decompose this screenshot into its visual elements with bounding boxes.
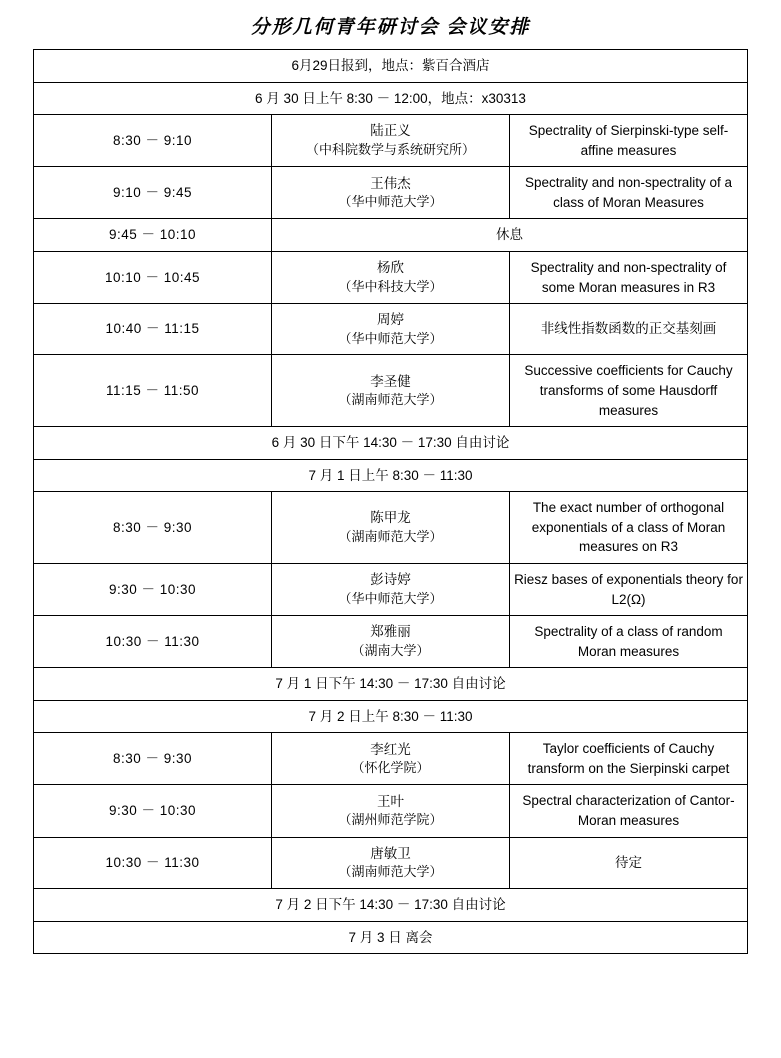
- session-topic: Spectrality and non-spectrality of a class of Moran Measures: [510, 167, 748, 219]
- speaker-affiliation: （怀化学院）: [351, 760, 430, 776]
- session-time: 10:30 － 11:30: [34, 616, 272, 668]
- speaker-name: 陈甲龙: [370, 510, 411, 526]
- session-topic: Spectrality and non-spectrality of some Moran measures in R3: [510, 251, 748, 303]
- speaker-name: 王伟杰: [370, 175, 411, 191]
- table-row: [34, 733, 748, 785]
- session-speaker: [272, 785, 510, 837]
- table-row: [34, 837, 748, 888]
- session-time: 9:30 － 10:30: [34, 563, 272, 615]
- schedule-heading-cell: 7 月 2 日下午 14:30 － 17:30 自由讨论: [34, 889, 748, 922]
- speaker-affiliation: （华中科技大学）: [338, 278, 443, 294]
- schedule-heading-cell: 6 月 30 日上午 8:30 － 12:00，地点：x30313: [34, 82, 748, 115]
- conference-schedule-table: [33, 49, 748, 954]
- table-row: [34, 304, 748, 355]
- break-label: 休息: [272, 219, 748, 252]
- speaker-affiliation: （湖南师范大学）: [338, 864, 443, 880]
- session-speaker: [272, 251, 510, 303]
- table-row: [34, 219, 748, 252]
- table-row: [34, 668, 748, 701]
- schedule-heading-cell: 7 月 3 日 离会: [34, 921, 748, 954]
- session-speaker: [272, 733, 510, 785]
- table-row: [34, 355, 748, 427]
- schedule-heading-cell: 6 月 30 日下午 14:30 － 17:30 自由讨论: [34, 427, 748, 460]
- speaker-affiliation: （中科院数学与系统研究所）: [305, 142, 475, 158]
- speaker-name: 郑雅丽: [370, 624, 411, 640]
- session-time: 9:45 － 10:10: [34, 219, 272, 252]
- table-row: [34, 616, 748, 668]
- speaker-name: 杨欣: [377, 260, 404, 276]
- session-time: 8:30 － 9:30: [34, 733, 272, 785]
- speaker-affiliation: （湖州师范学院）: [338, 812, 443, 828]
- session-topic: 非线性指数函数的正交基刻画: [510, 304, 748, 355]
- session-topic: Riesz bases of exponentials theory for L2(Ω): [510, 563, 748, 615]
- session-time: 10:40 － 11:15: [34, 304, 272, 355]
- speaker-name: 李圣健: [370, 373, 411, 389]
- session-topic: Successive coefficients for Cauchy transforms of some Hausdorff measures: [510, 355, 748, 427]
- session-time: 10:10 － 10:45: [34, 251, 272, 303]
- table-row: [34, 563, 748, 615]
- speaker-name: 彭诗婷: [370, 572, 411, 588]
- speaker-affiliation: （华中师范大学）: [338, 330, 443, 346]
- table-row: [34, 115, 748, 167]
- speaker-name: 周婷: [377, 312, 404, 328]
- speaker-name: 唐敏卫: [370, 845, 411, 861]
- table-row: [34, 889, 748, 922]
- session-time: 9:10 － 9:45: [34, 167, 272, 219]
- speaker-name: 王叶: [377, 793, 404, 809]
- table-row: [34, 785, 748, 837]
- session-speaker: [272, 616, 510, 668]
- speaker-affiliation: （湖南师范大学）: [338, 528, 443, 544]
- session-time: 8:30 － 9:30: [34, 492, 272, 564]
- table-row: [34, 921, 748, 954]
- table-row: [34, 251, 748, 303]
- speaker-affiliation: （湖南大学）: [351, 643, 430, 659]
- session-speaker: [272, 837, 510, 888]
- table-row: [34, 427, 748, 460]
- session-topic: Spectrality of Sierpinski-type self-affine measures: [510, 115, 748, 167]
- schedule-heading-cell: 7 月 1 日上午 8:30 － 11:30: [34, 459, 748, 492]
- speaker-name: 陆正义: [370, 123, 411, 139]
- schedule-heading-cell: 7 月 1 日下午 14:30 － 17:30 自由讨论: [34, 668, 748, 701]
- session-time: 11:15 － 11:50: [34, 355, 272, 427]
- session-topic: Spectral characterization of Cantor-Moran measures: [510, 785, 748, 837]
- table-row: [34, 459, 748, 492]
- speaker-affiliation: （华中师范大学）: [338, 590, 443, 606]
- schedule-body: [34, 50, 748, 954]
- speaker-name: 李红光: [370, 741, 411, 757]
- session-time: 10:30 － 11:30: [34, 837, 272, 888]
- session-time: 9:30 － 10:30: [34, 785, 272, 837]
- session-topic: The exact number of orthogonal exponentials of a class of Moran measures on R3: [510, 492, 748, 564]
- schedule-heading-cell: 6月29日报到，地点：紫百合酒店: [34, 50, 748, 83]
- table-row: [34, 492, 748, 564]
- speaker-affiliation: （华中师范大学）: [338, 194, 443, 210]
- table-row: [34, 700, 748, 733]
- session-speaker: [272, 304, 510, 355]
- page-title: 分形几何青年研讨会 会议安排: [250, 17, 531, 38]
- table-row: [34, 167, 748, 219]
- session-speaker: [272, 167, 510, 219]
- session-speaker: [272, 492, 510, 564]
- session-speaker: [272, 115, 510, 167]
- session-topic: Taylor coefficients of Cauchy transform on the Sierpinski carpet: [510, 733, 748, 785]
- session-topic: 待定: [510, 837, 748, 888]
- table-row: [34, 50, 748, 83]
- schedule-heading-cell: 7 月 2 日上午 8:30 － 11:30: [34, 700, 748, 733]
- session-speaker: [272, 355, 510, 427]
- speaker-affiliation: （湖南师范大学）: [338, 392, 443, 408]
- session-time: 8:30 － 9:10: [34, 115, 272, 167]
- session-topic: Spectrality of a class of random Moran measures: [510, 616, 748, 668]
- session-speaker: [272, 563, 510, 615]
- table-row: [34, 82, 748, 115]
